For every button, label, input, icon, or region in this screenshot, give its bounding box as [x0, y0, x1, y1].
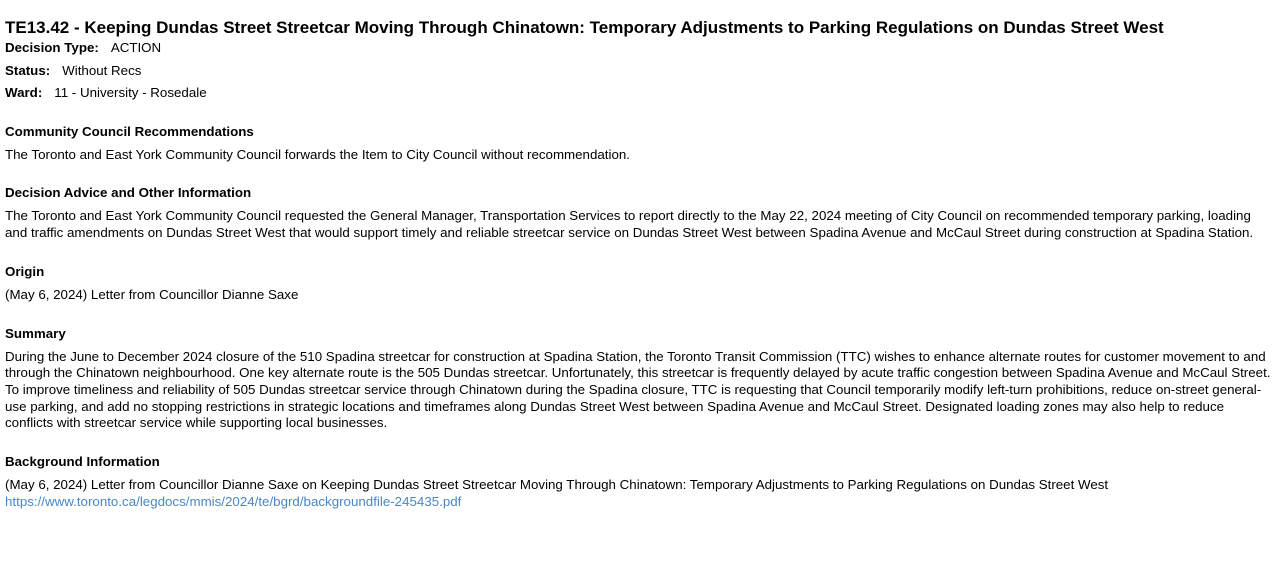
- item-meta: [5, 37, 1275, 105]
- section-community-council-recommendations: [5, 123, 1275, 164]
- community-council-recommendations-body: The Toronto and East York Community Council forwards the Item to City Council without recommendation.: [5, 146, 630, 162]
- summary-body: During the June to December 2024 closure of the 510 Spadina streetcar for construction at Spadina Station, the Toronto Transit Commission (TTC) wishes to enhance alternate routes for customer movement to and through the Chinatown neighbourhood. One key alternate route is the 505 Dundas streetcar. Unfortunately, this streetcar is frequently delayed by acute traffic congestion between Spadina Avenue and McCaul Street. To improve timeliness and reliability of 505 Dundas streetcar service through Chinatown during the Spadina closure, TTC is requesting that Council temporarily modify left-turn prohibitions, reduce on-street general-use parking, and add no stopping restrictions in strategic locations and timeframes along Dundas Street West between Spadina Avenue and McCaul Street. Designated loading zones may also help to reduce conflicts with streetcar service while supporting local businesses.: [5, 348, 1271, 431]
- origin-heading: Origin: [5, 263, 45, 279]
- background-file-description: (May 6, 2024) Letter from Councillor Dianne Saxe on Keeping Dundas Street Streetcar Moving Through Chinatown: Temporary Adjustments to Parking Regulations on Dundas Street West: [5, 477, 1109, 493]
- decision-advice-heading: Decision Advice and Other Information: [5, 185, 252, 201]
- decision-advice-body: The Toronto and East York Community Council requested the General Manager, Transportation Services to report directly to the May 22, 2024 meeting of City Council on recommended temporary parking, loading and traffic amendments on Dundas Street West that would support timely and reliable streetcar service on Dundas Street West between Spadina Avenue and McCaul Street during construction at Spadina Station.: [5, 208, 1254, 241]
- background-information-body: [5, 477, 1275, 510]
- meta-ward-value: 11 - University - Rosedale: [54, 85, 207, 101]
- background-file-link[interactable]: https://www.toronto.ca/legdocs/mmis/2024/te/bgrd/backgroundfile-245435.pdf: [5, 493, 462, 509]
- meta-decision-type: [5, 37, 1275, 60]
- meta-decision-type-value: ACTION: [110, 40, 162, 55]
- origin-body: (May 6, 2024) Letter from Councillor Dianne Saxe: [5, 286, 299, 302]
- meta-ward: [5, 82, 1275, 105]
- summary-heading: Summary: [5, 325, 66, 341]
- meta-status: [5, 60, 1275, 83]
- meta-decision-type-label: Decision Type:: [5, 40, 99, 55]
- section-background-information: [5, 453, 1275, 510]
- meta-ward-label: Ward:: [5, 85, 43, 101]
- meta-status-value: Without Recs: [62, 62, 142, 78]
- meta-status-label: Status:: [5, 62, 51, 78]
- section-origin: [5, 263, 1275, 304]
- section-summary: [5, 325, 1275, 433]
- section-decision-advice: [5, 184, 1275, 241]
- page-title: TE13.42 - Keeping Dundas Street Streetcar Moving Through Chinatown: Temporary Adjustments to Parking Regulations on Dundas Street West: [5, 18, 1164, 37]
- background-information-heading: Background Information: [5, 454, 160, 470]
- community-council-recommendations-heading: Community Council Recommendations: [5, 123, 254, 139]
